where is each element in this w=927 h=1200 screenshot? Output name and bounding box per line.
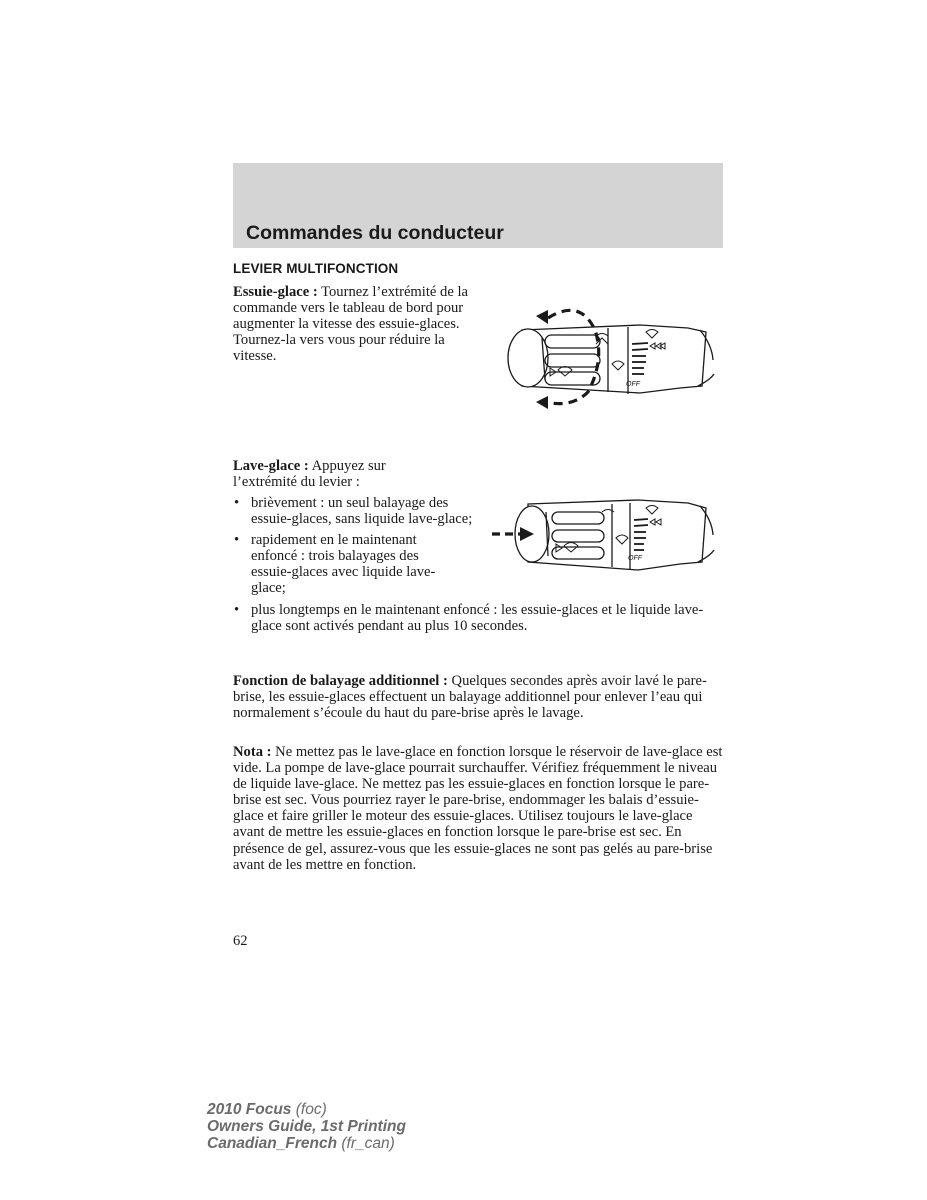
page-title: Commandes du conducteur xyxy=(246,222,504,244)
section-heading: LEVIER MULTIFONCTION xyxy=(233,261,399,276)
list-item: • plus longtemps en le maintenant enfoncé : les essuie-glaces et le liquide lave-glace sont activés pendant au plus 10 secondes. xyxy=(234,601,704,634)
wiper-text: Tournez l’extrémité de la commande vers le tableau de bord pour augmenter la vitesse des essuie-glaces. Tournez-la vers vous pour réduire la vitesse. xyxy=(233,284,468,365)
arrow-up-icon xyxy=(536,310,548,324)
washer-label: Lave-glace : xyxy=(233,458,309,474)
extra-wipe-paragraph xyxy=(233,673,725,721)
page-number: 62 xyxy=(233,933,248,949)
extra-wipe-label: Fonction de balayage additionnel : xyxy=(233,673,448,689)
section-header-band xyxy=(233,163,723,248)
list-item: • brièvement : un seul balayage des essuie-glaces, sans liquide lave-glace; xyxy=(234,495,473,528)
arrow-down-icon xyxy=(536,396,548,409)
footer-model-code: (foc) xyxy=(295,1101,327,1118)
extra-wipe-text: Quelques secondes après avoir lavé le pare-brise, les essuie-glaces effectuent un balayage additionnel pour enlever l’eau qui normalement s’écoule du haut du pare-brise après le lavage. xyxy=(233,673,707,722)
footer-guide: Owners Guide, 1st Printing xyxy=(207,1118,406,1135)
wiper-lever-rotation-illustration xyxy=(500,300,725,412)
note-paragraph xyxy=(233,744,725,873)
footer-language: Canadian_French xyxy=(207,1135,338,1152)
note-text: Ne mettez pas le lave-glace en fonction lorsque le réservoir de lave-glace est vide. La pompe de lave-glace pourrait surchauffer. Vérifiez fréquemment le niveau de liquide lave-glace. Ne mettez pas les essuie-glaces en fonction lorsque le pare-brise est sec. Vous pourriez rayer le pare-brise, endommager les balais d’essuie-glace et faire griller le moteur des essuie-glaces. Utilisez toujours le lave-glace avant de mettre les essuie-glaces en fonction lorsque le pare-brise est sec. En présence de gel, assurez-vous que les essuie-glaces ne sont pas gelés au pare-brise avant de les mettre en fonction. xyxy=(233,744,723,873)
washer-paragraph xyxy=(233,458,423,490)
bullet-icon: • xyxy=(234,601,240,618)
washer-text: Appuyez sur l’extrémité du levier : xyxy=(233,458,386,491)
print-footer xyxy=(207,1101,406,1152)
footer-language-code: (fr_can) xyxy=(341,1135,395,1152)
footer-model: 2010 Focus xyxy=(207,1101,292,1118)
bullet-icon: • xyxy=(234,532,240,549)
note-label: Nota : xyxy=(233,744,272,760)
off-label: OFF xyxy=(626,381,640,388)
washer-lever-push-illustration xyxy=(488,490,725,580)
bullet-icon: • xyxy=(234,495,240,511)
off-label: OFF xyxy=(628,555,642,562)
list-item: • rapidement en le maintenant enfoncé : trois balayages des essuie-glaces avec liquide lave-glace; xyxy=(234,532,436,597)
wiper-label: Essuie-glace : xyxy=(233,284,318,300)
wiper-paragraph xyxy=(233,284,473,364)
